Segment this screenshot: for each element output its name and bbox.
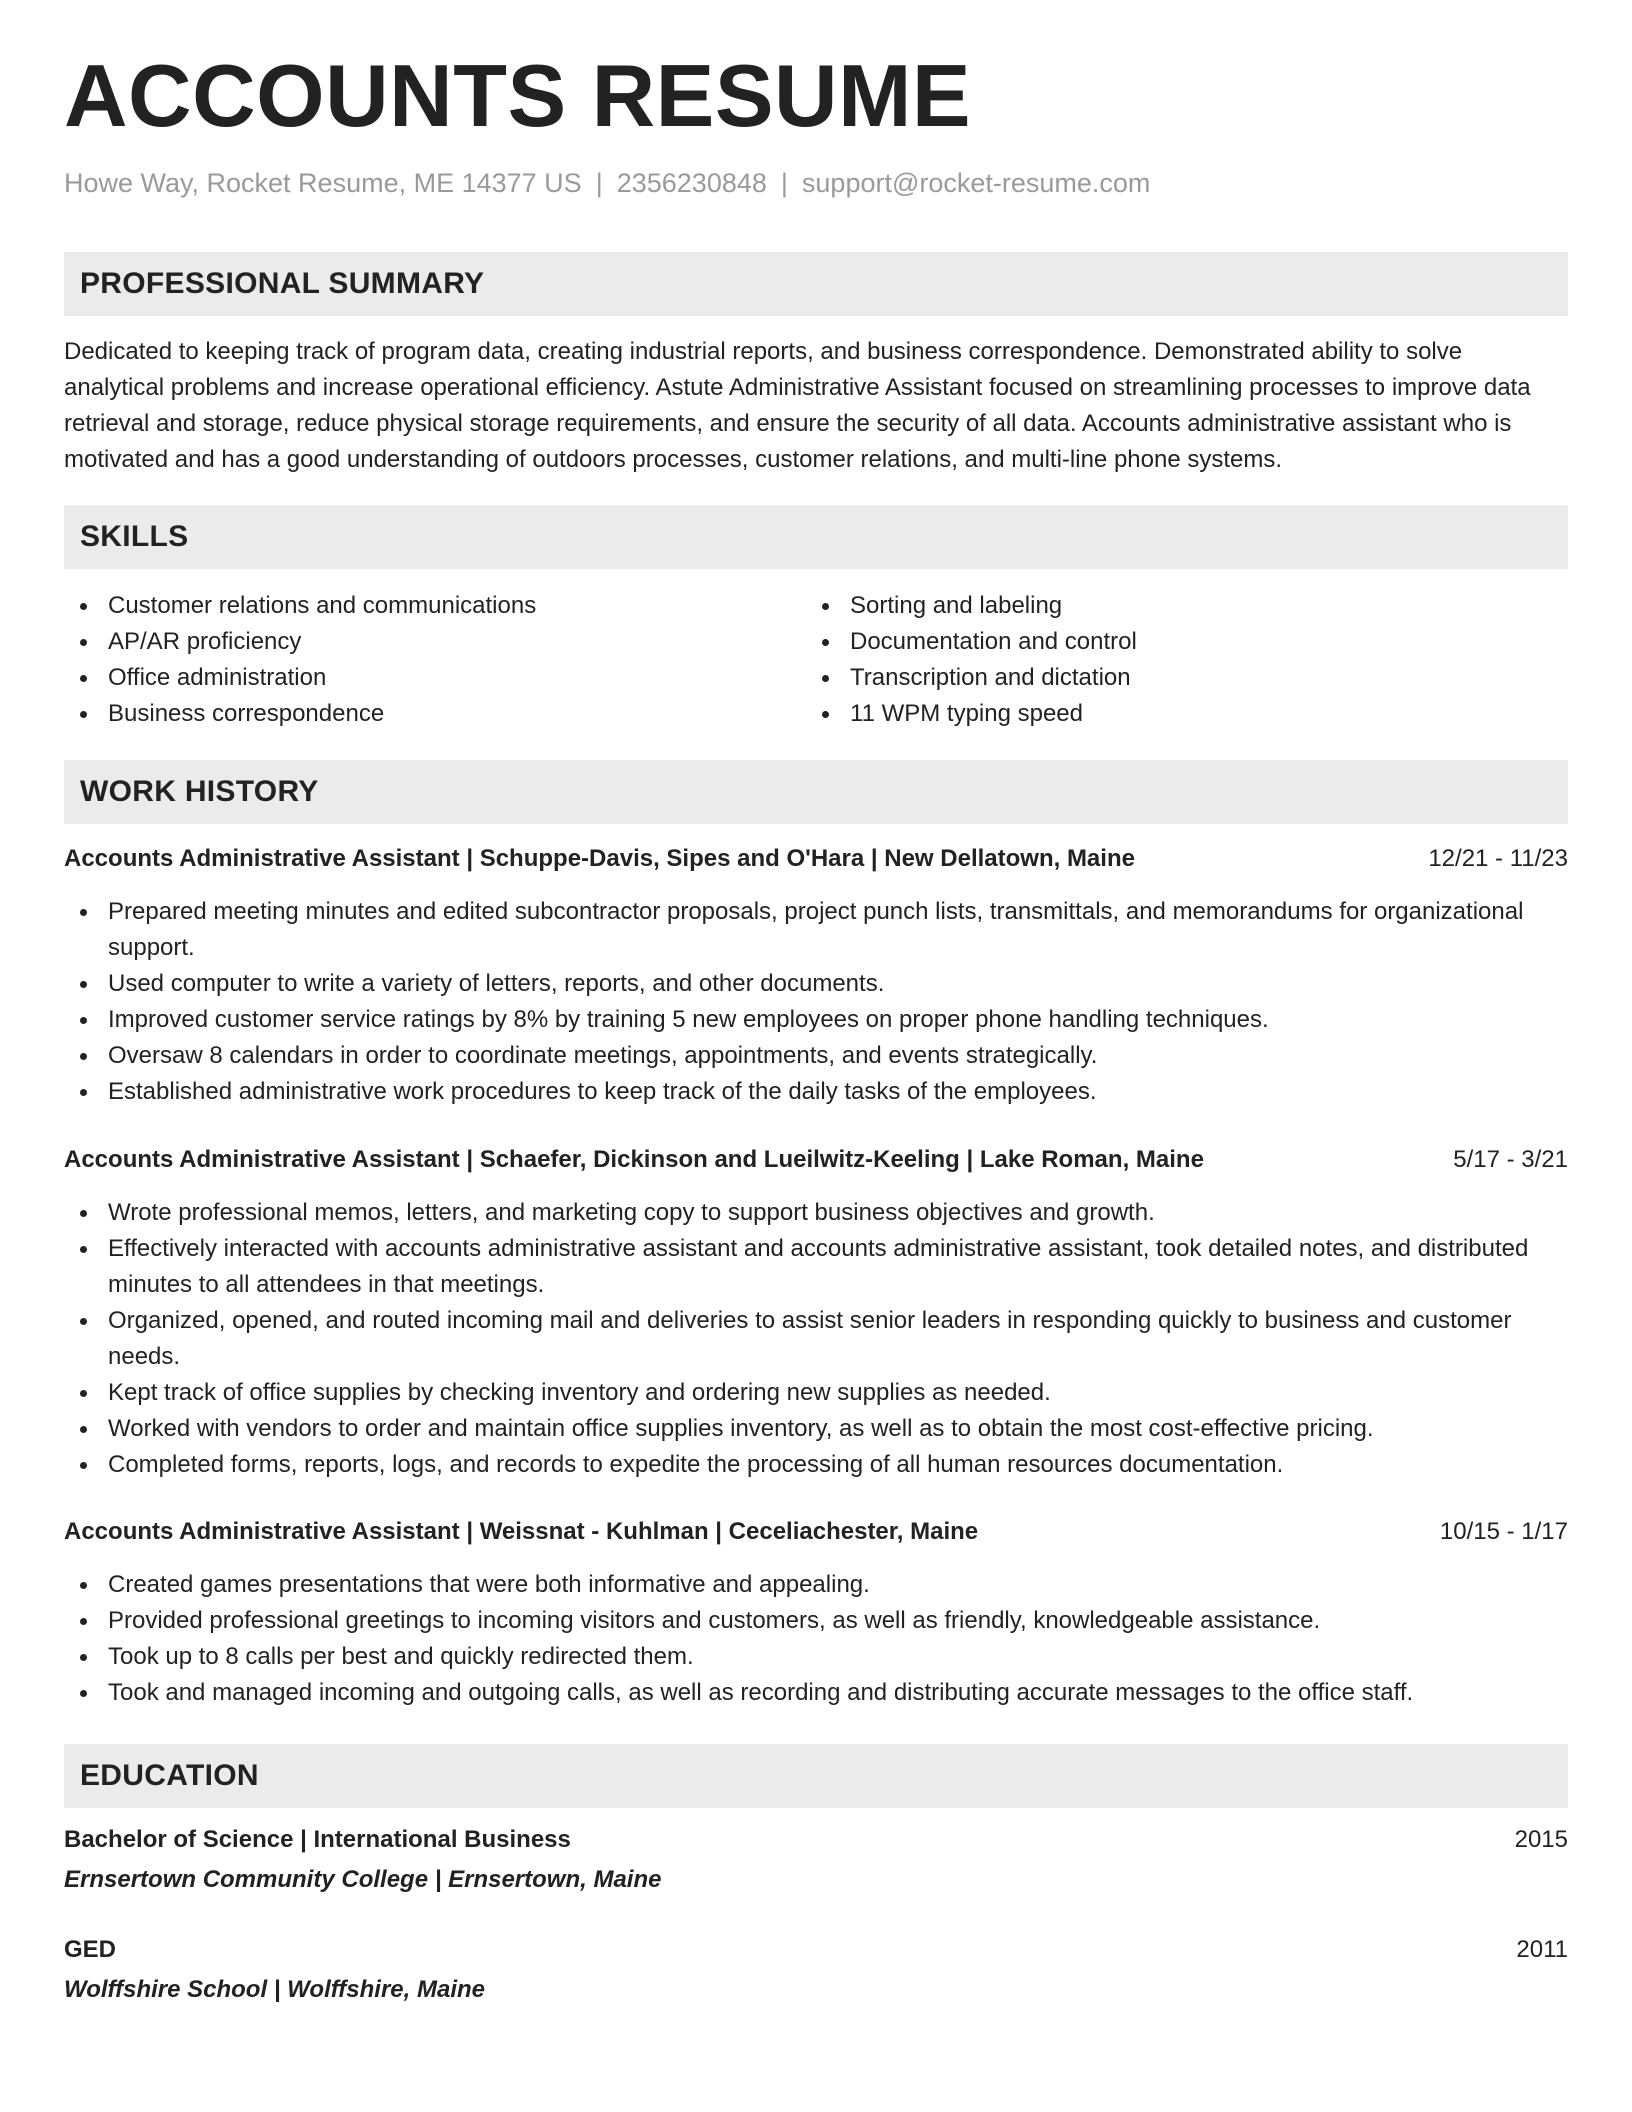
section-title: PROFESSIONAL SUMMARY	[80, 267, 485, 300]
skills-column-left	[64, 588, 536, 732]
job-header	[64, 841, 1568, 877]
job-bullets	[64, 894, 1568, 1110]
job-title: Accounts Administrative Assistant | Schaefer, Dickinson and Lueilwitz-Keeling | Lake Roman, Maine	[64, 1146, 1204, 1173]
job-bullet: Used computer to write a variety of letters, reports, and other documents.	[64, 966, 1568, 1002]
job-dates: 5/17 - 3/21	[1453, 1146, 1568, 1173]
skill-item: Business correspondence	[64, 696, 536, 732]
job-bullet: Organized, opened, and routed incoming mail and deliveries to assist senior leaders in responding quickly to business and customer needs.	[64, 1303, 1568, 1375]
skill-item: Documentation and control	[806, 624, 1137, 660]
section-header-summary	[64, 252, 1568, 316]
skills-column-right	[806, 588, 1137, 732]
job-title: Accounts Administrative Assistant | Schuppe-Davis, Sipes and O'Hara | New Dellatown, Maine	[64, 845, 1135, 872]
job-bullet: Kept track of office supplies by checking inventory and ordering new supplies as needed.	[64, 1375, 1568, 1411]
job-dates: 10/15 - 1/17	[1439, 1518, 1568, 1545]
job-bullets	[64, 1195, 1568, 1483]
contact-line	[64, 168, 1150, 199]
contact-phone: 2356230848	[616, 168, 767, 198]
job-entry	[64, 1142, 1568, 1483]
job-header	[64, 1142, 1568, 1178]
job-bullet: Created games presentations that were both informative and appealing.	[64, 1567, 1568, 1603]
resume-title: ACCOUNTS RESUME	[64, 46, 972, 145]
education-degree: GED	[64, 1936, 117, 1963]
skill-item: Transcription and dictation	[806, 660, 1137, 696]
education-entry	[64, 1822, 1568, 1898]
job-bullet: Prepared meeting minutes and edited subcontractor proposals, project punch lists, transmittals, and memorandums for organizational support.	[64, 894, 1568, 966]
education-school: Wolffshire School | Wolffshire, Maine	[64, 1976, 485, 2003]
section-title: WORK HISTORY	[80, 775, 319, 808]
job-dates: 12/21 - 11/23	[1428, 845, 1568, 872]
contact-email: support@rocket-resume.com	[801, 168, 1151, 198]
skill-item: Office administration	[64, 660, 536, 696]
job-bullets	[64, 1567, 1568, 1711]
job-bullet: Completed forms, reports, logs, and records to expedite the processing of all human resources documentation.	[64, 1447, 1568, 1483]
education-school: Ernsertown Community College | Ernsertown, Maine	[64, 1866, 662, 1893]
job-bullet: Took up to 8 calls per best and quickly redirected them.	[64, 1639, 1568, 1675]
skill-item: Sorting and labeling	[806, 588, 1137, 624]
job-bullet: Took and managed incoming and outgoing calls, as well as recording and distributing accurate messages to the office staff.	[64, 1675, 1568, 1711]
contact-address: Howe Way, Rocket Resume, ME 14377 US	[64, 168, 582, 198]
job-bullet: Effectively interacted with accounts administrative assistant and accounts administrative assistant, took detailed notes, and distributed minutes to all attendees in that meetings.	[64, 1231, 1568, 1303]
education-year: 2011	[1516, 1936, 1568, 1963]
job-entry	[64, 841, 1568, 1110]
education-header	[64, 1822, 1568, 1858]
job-title: Accounts Administrative Assistant | Weissnat - Kuhlman | Ceceliachester, Maine	[64, 1518, 979, 1545]
section-header-skills	[64, 505, 1568, 569]
skill-item: Customer relations and communications	[64, 588, 536, 624]
job-bullet: Wrote professional memos, letters, and marketing copy to support business objectives and growth.	[64, 1195, 1568, 1231]
education-entry	[64, 1932, 1568, 2008]
skill-item: 11 WPM typing speed	[806, 696, 1137, 732]
contact-separator: |	[780, 168, 788, 198]
section-header-work-history	[64, 760, 1568, 824]
summary-text: Dedicated to keeping track of program data, creating industrial reports, and business correspondence. Demonstrated ability to solve analytical problems and increase operational efficiency. Astute Administrative Assistant focused on streamlining processes to improve data retrieval and storage, reduce physical storage requirements, and ensure the security of all data. Accounts administrative assistant who is motivated and has a good understanding of outdoors processes, customer relations, and multi-line phone systems.	[64, 338, 1531, 473]
job-entry	[64, 1514, 1568, 1711]
section-header-education	[64, 1744, 1568, 1808]
section-title: EDUCATION	[80, 1759, 259, 1792]
education-header	[64, 1932, 1568, 1968]
section-title: SKILLS	[80, 520, 189, 553]
job-bullet: Established administrative work procedures to keep track of the daily tasks of the employees.	[64, 1074, 1568, 1110]
contact-separator: |	[595, 168, 603, 198]
education-degree: Bachelor of Science | International Business	[64, 1826, 571, 1853]
job-bullet: Improved customer service ratings by 8% by training 5 new employees on proper phone handling techniques.	[64, 1002, 1568, 1038]
job-header	[64, 1514, 1568, 1550]
job-bullet: Oversaw 8 calendars in order to coordinate meetings, appointments, and events strategically.	[64, 1038, 1568, 1074]
job-bullet: Provided professional greetings to incoming visitors and customers, as well as friendly, knowledgeable assistance.	[64, 1603, 1568, 1639]
education-year: 2015	[1514, 1826, 1568, 1853]
skill-item: AP/AR proficiency	[64, 624, 536, 660]
job-bullet: Worked with vendors to order and maintain office supplies inventory, as well as to obtain the most cost-effective pricing.	[64, 1411, 1568, 1447]
